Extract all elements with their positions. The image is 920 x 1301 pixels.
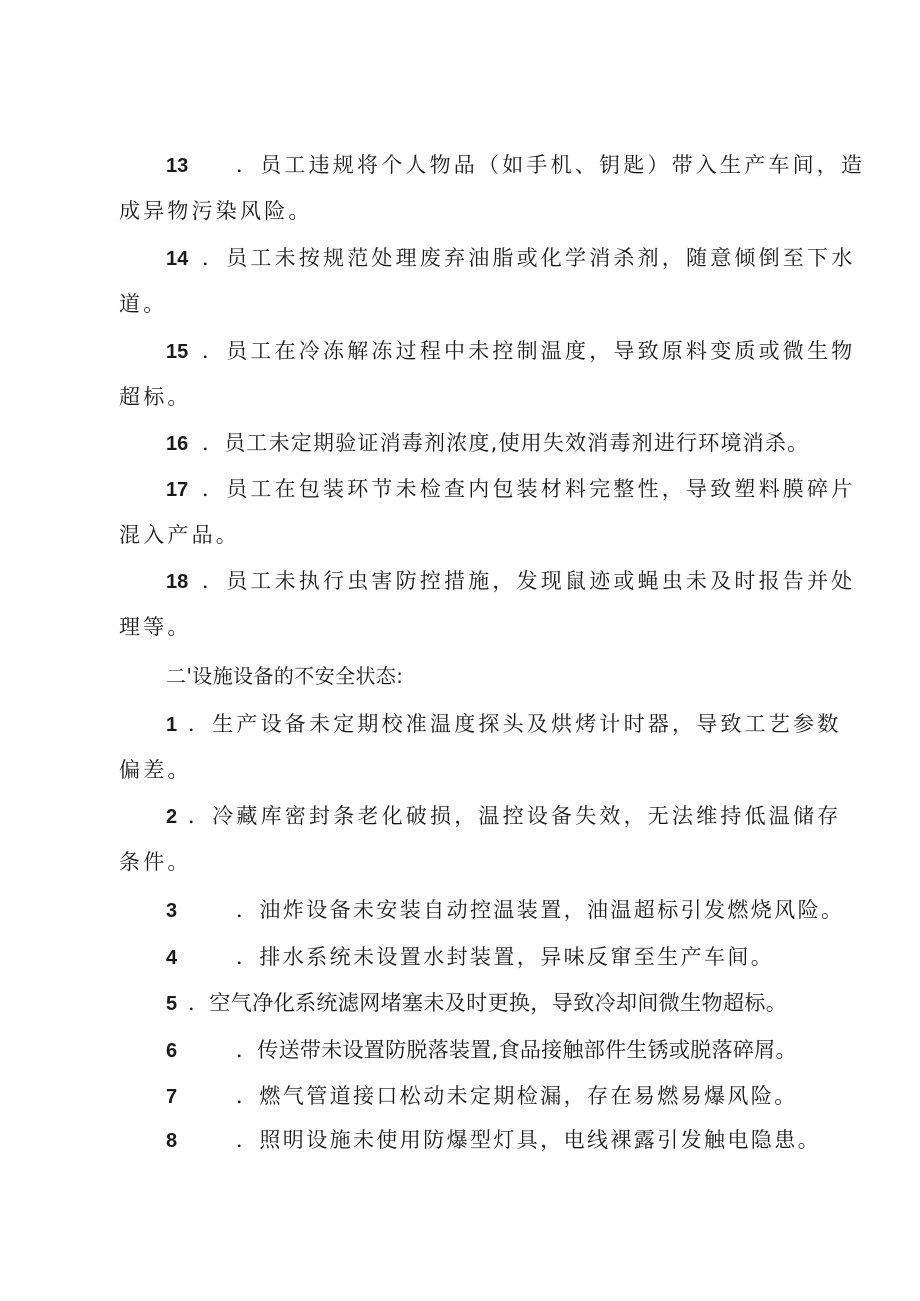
item-number: 15 — [166, 341, 189, 363]
item-text: ．空气净化系统滤网堵塞未及时更换，导致冷却间微生物超标。 — [188, 991, 788, 1015]
item-17-line1 — [166, 474, 855, 505]
item-text: ．员工未定期验证消毒剂浓度,使用失效消毒剂进行环境消杀。 — [202, 431, 810, 455]
item-number: 5 — [166, 993, 178, 1015]
s2-item-1-line2: 偏差。 — [119, 758, 192, 782]
s2-item-5-line1 — [166, 988, 787, 1019]
item-18-line1 — [166, 566, 855, 597]
section2-heading: 二'设施设备的不安全状态: — [166, 664, 404, 688]
item-text: ．员工未执行虫害防控措施，发现鼠迹或蝇虫未及时报告并处 — [202, 569, 856, 593]
item-text: ．燃气管道接口松动未定期检漏，存在易燃易爆风险。 — [236, 1084, 798, 1108]
item-number: 14 — [166, 248, 189, 270]
item-15-line2: 超标。 — [119, 385, 192, 409]
item-number: 6 — [166, 1040, 178, 1062]
item-16-line1 — [166, 428, 809, 459]
item-14-line2: 道。 — [119, 292, 168, 316]
item-number: 8 — [166, 1130, 178, 1152]
item-number: 16 — [166, 433, 189, 455]
item-text: ．冷藏库密封条老化破损，温控设备失效，无法维持低温储存 — [188, 804, 842, 828]
item-13-line1 — [166, 150, 865, 181]
s2-item-3-line1 — [166, 895, 844, 926]
item-18-line2: 理等。 — [119, 615, 192, 639]
s2-item-6-line1 — [166, 1035, 797, 1066]
item-number: 17 — [166, 479, 189, 501]
item-number: 1 — [166, 714, 178, 736]
s2-item-8-line1 — [166, 1125, 821, 1156]
item-text: ．生产设备未定期校准温度探头及烘烤计时器，导致工艺参数 — [188, 712, 842, 736]
item-13-line2: 成异物污染风险。 — [119, 199, 313, 223]
item-number: 2 — [166, 806, 178, 828]
item-17-line2: 混入产品。 — [119, 523, 240, 547]
item-text: ．员工违规将个人物品（如手机、钥匙）带入生产车间，造 — [236, 153, 866, 177]
item-text: ．员工在包装环节未检查内包装材料完整性，导致塑料膜碎片 — [202, 477, 856, 501]
item-number: 18 — [166, 571, 189, 593]
item-14-line1 — [166, 243, 855, 274]
item-number: 13 — [166, 155, 189, 177]
item-text: ．员工未按规范处理废弃油脂或化学消杀剂，随意倾倒至下水 — [202, 246, 856, 270]
item-text: ．传送带未设置防脱落装置,食品接触部件生锈或脱落碎屑。 — [236, 1038, 797, 1062]
item-text: ．油炸设备未安装自动控温装置，油温超标引发燃烧风险。 — [236, 898, 845, 922]
s2-item-2-line2: 条件。 — [119, 850, 192, 874]
item-text: ．排水系统未设置水封装置，异味反窜至生产车间。 — [236, 945, 775, 969]
s2-item-7-line1 — [166, 1081, 798, 1112]
item-number: 7 — [166, 1086, 178, 1108]
item-text: ．照明设施未使用防爆型灯具，电线裸露引发触电隐患。 — [236, 1128, 821, 1152]
s2-item-2-line1 — [166, 801, 841, 832]
item-number: 3 — [166, 900, 178, 922]
item-text: ．员工在冷冻解冻过程中未控制温度，导致原料变质或微生物 — [202, 339, 856, 363]
item-15-line1 — [166, 336, 855, 367]
s2-item-1-line1 — [166, 709, 841, 740]
s2-item-4-line1 — [166, 942, 774, 973]
item-number: 4 — [166, 947, 178, 969]
